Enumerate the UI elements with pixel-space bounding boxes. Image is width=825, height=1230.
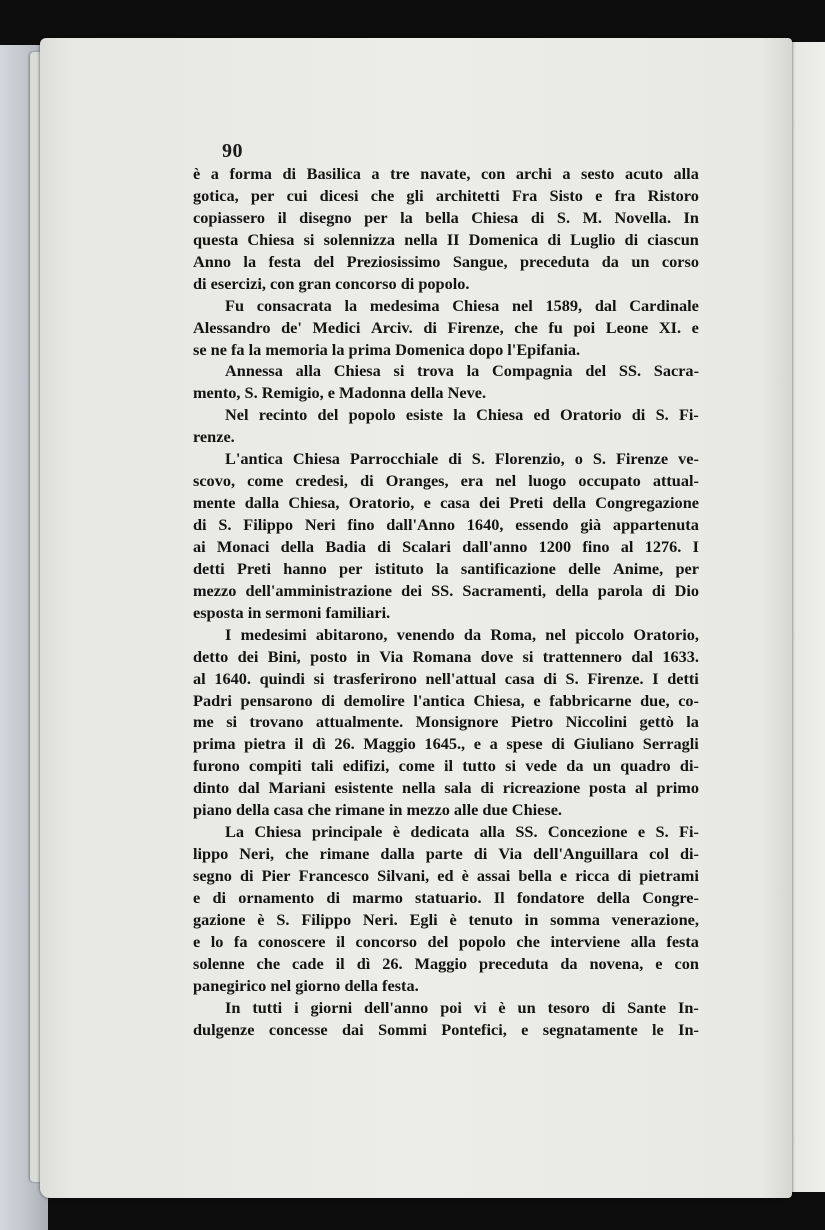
text-line: mente dalla Chiesa, Oratorio, e casa dei Preti della Congregazione — [193, 493, 699, 513]
page-text-body — [193, 163, 699, 1041]
text-line: mezzo dell'amministrazione dei SS. Sacramenti, della parola di Dio — [193, 580, 699, 600]
text-line: al 1640. quindi si trasferirono nell'attual casa di S. Firenze. I detti — [193, 668, 699, 688]
text-line: detti Preti hanno per istituto la santificazione delle Anime, per — [193, 558, 699, 578]
text-line: di S. Filippo Neri fino dall'Anno 1640, essendo già appartenuta — [193, 515, 699, 534]
text-line: Nel recinto del popolo esiste la Chiesa ed Oratorio di S. Fi- — [225, 405, 699, 425]
text-line: me si trovano attualmente. Monsignore Pietro Niccolini gettò la — [193, 712, 699, 732]
text-line: piano della casa che rimane in mezzo alle due Chiese. — [193, 800, 563, 820]
text-line: Anno la festa del Preziosissimo Sangue, preceduta da un corso — [193, 251, 699, 271]
text-line: Alessandro de' Medici Arciv. di Firenze, che fu poi Leone XI. e — [193, 317, 699, 337]
text-line: gazione è S. Filippo Neri. Egli è tenuto in somma venerazione, — [193, 909, 699, 929]
text-line: mento, S. Remigio, e Madonna della Neve. — [193, 383, 487, 403]
text-line: se ne fa la memoria la prima Domenica dopo l'Epifania. — [193, 339, 581, 359]
text-line: detto dei Bini, posto in Via Romana dove si trattennero dal 1633. — [193, 646, 699, 666]
text-line: di esercizi, con gran concorso di popolo. — [193, 273, 470, 293]
text-line: In tutti i giorni dell'anno poi vi è un tesoro di Sante In- — [225, 997, 699, 1017]
text-line: lippo Neri, che rimane dalla parte di Via dell'Anguillara col di- — [193, 844, 699, 864]
text-line: scovo, come credesi, di Oranges, era nel luogo occupato attual- — [193, 471, 699, 491]
text-line: dulgenze concesse dai Sommi Pontefici, e segnatamente le In- — [193, 1019, 699, 1039]
text-line: Padri pensarono di demolire l'antica Chiesa, e fabbricarne due, co- — [193, 690, 699, 710]
text-line: e di ornamento di marmo statuario. Il fondatore della Congre- — [193, 887, 699, 907]
text-line: segno di Pier Francesco Silvani, ed è assai bella e ricca di pietrami — [193, 866, 699, 885]
text-line: questa Chiesa si solennizza nella II Domenica di Luglio di ciascun — [193, 229, 699, 249]
text-line: ai Monaci della Badia di Scalari dall'anno 1200 fino al 1276. I — [193, 536, 699, 556]
text-line: copiassero il disegno per la bella Chiesa di S. M. Novella. In — [193, 207, 699, 227]
text-line: solenne che cade il dì 26. Maggio preceduta da novena, e con — [193, 953, 699, 973]
text-line: furono compiti tali edifizi, come il tutto si vede da un quadro di- — [193, 756, 699, 776]
text-line: esposta in sermoni familiari. — [193, 602, 391, 622]
text-line: dinto dal Mariani esistente nella sala di ricreazione posta al primo — [193, 778, 699, 798]
text-line: è a forma di Basilica a tre navate, con archi a sesto acuto alla — [193, 164, 699, 183]
text-line: renze. — [193, 427, 235, 447]
text-line: gotica, per cui dicesi che gli architetti Fra Sisto e fra Ristoro — [193, 185, 699, 205]
text-line: Annessa alla Chiesa si trova la Compagnia del SS. Sacra- — [225, 361, 699, 381]
text-line: L'antica Chiesa Parrocchiale di S. Florenzio, o S. Firenze ve- — [225, 449, 699, 469]
text-line: La Chiesa principale è dedicata alla SS. Concezione e S. Fi- — [225, 822, 699, 842]
page-number: 90 — [222, 140, 243, 162]
text-line: Fu consacrata la medesima Chiesa nel 1589, dal Cardinale — [225, 295, 699, 315]
text-line: e lo fa conoscere il concorso del popolo che interviene alla festa — [193, 931, 699, 951]
text-line: panegirico nel giorno della festa. — [193, 975, 419, 995]
text-line: I medesimi abitarono, venendo da Roma, nel piccolo Oratorio, — [225, 624, 699, 644]
text-line: prima pietra il dì 26. Maggio 1645., e a spese di Giuliano Serragli — [193, 734, 699, 754]
